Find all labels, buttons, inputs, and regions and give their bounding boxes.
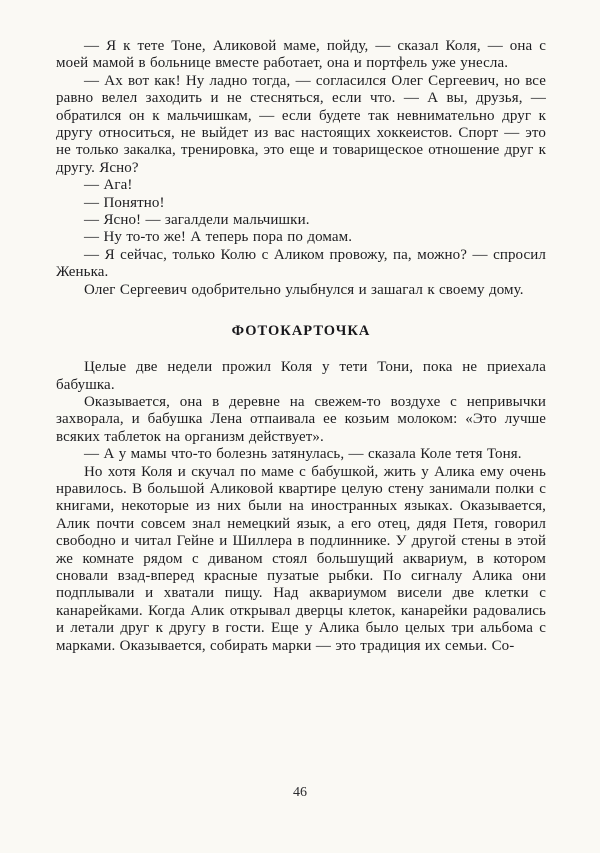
paragraph: Олег Сергеевич одобрительно улыбнулся и зашагал к своему дому. (84, 281, 524, 298)
paragraph: — Понятно! (84, 194, 165, 211)
page-number: 46 (293, 785, 307, 800)
paragraph: Но хотя Коля и скучал по маме с бабушкой, жить у Алика ему очень нравилось. В большой Аликовой квартире целую стену занимали полки с книгами, некоторые из них были на иностранных языках. Оказывается, Алик почти совсем знал немецкий язык, а его отец, дядя Петя, говорил свободно и читал Гейне и Шиллера в подлиннике. У другой стены в этой же комнате рядом с диваном стоял большущий аквариум, в котором сновали взад-вперед красные пузатые рыбки. По сигналу Алика они подплывали и хватали пищу. Над аквариумом висели две клетки с канарейками. Когда Алик открывал дверцы клеток, канарейки радовались и летали друг к другу в гости. Еще у Алика было целых три альбома с марками. Оказывается, собирать марки — это традиция их семьи. Со- (56, 463, 546, 654)
paragraph: Оказывается, она в деревне на свежем-то воздухе с непривычки захворала, и бабушка Лена отпаивала ее козьим молоком: «Это лучше всяких таблеток на организм действует». (56, 393, 546, 445)
chapter-heading: ФОТОКАРТОЧКА (231, 323, 371, 340)
paragraph: — А у мамы что-то болезнь затянулась, — сказала Коле тетя Тоня. (84, 446, 522, 463)
paragraph: — Я к тете Тоне, Аликовой маме, пойду, — сказал Коля, — она с моей мамой в больнице вместе работает, она и портфель уже унесла. (56, 38, 546, 72)
text-section-after-heading (56, 359, 546, 655)
text-section-before-heading (56, 38, 546, 299)
paragraph: — Ах вот как! Ну ладно тогда, — согласился Олег Сергеевич, но все равно велел заходить и не стесняться, если что. — А вы, друзья, — обратился он к мальчишкам, — если будете так невнимательно друг к другу относиться, не выйдет из вас настоящих хоккеистов. Спорт — это не только закалка, тренировка, это еще и товарищеское отношение друг к другу. Ясно? (56, 72, 546, 176)
paragraph: — Ну то-то же! А теперь пора по домам. (84, 229, 353, 246)
paragraph: — Ага! (84, 177, 133, 194)
paragraph: — Ясно! — загалдели мальчишки. (84, 212, 310, 229)
paragraph: — Я сейчас, только Колю с Аликом провожу, па, можно? — спросил Женька. (56, 246, 546, 281)
paragraph: Целые две недели прожил Коля у тети Тони, пока не приехала бабушка. (56, 359, 546, 393)
